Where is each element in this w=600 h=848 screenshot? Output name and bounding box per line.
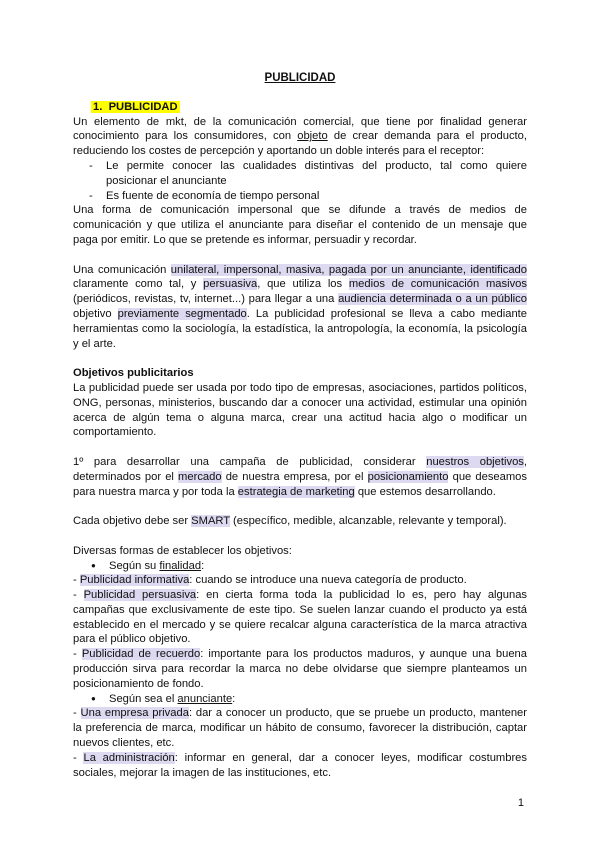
text: 1º para desarrollar una campaña de publicidad, considerar [73,455,427,468]
highlighted-text: audiencia determinada o a un público [338,293,527,306]
text: : informar en general, dar a conocer leyes, modificar costumbres sociales, mejorar la imagen de las instituciones, etc. [73,751,528,779]
section-heading-objetivos: Objetivos publicitarios [73,367,194,380]
text: : [201,559,205,572]
highlighted-text: Una empresa privada [80,707,189,720]
paragraph-formas: Diversas formas de establecer los objetivos: [73,544,292,557]
highlighted-text: estrategia de marketing [237,485,355,498]
bullet-anunciante [73,692,527,707]
paragraph-campana [73,455,527,499]
item-recuerdo [73,647,527,691]
highlighted-text: persuasiva [203,278,258,291]
text: (periódicos, revistas, tv, internet...) para llegar a una [73,293,339,306]
text: Cada objetivo debe ser [73,515,192,528]
text: (específico, medible, alcanzable, relevante y temporal). [229,515,507,528]
text: . La publicidad profesional se lleva a cabo mediante herramientas como la sociología, la estadística, la antropología, la economía, la psicología y el arte. [73,307,527,350]
document-body [73,71,527,780]
text: , que utiliza los [257,278,349,291]
dash: - [73,574,80,587]
dash-list [73,159,527,203]
text: Un elemento de mkt, de la comunicación comercial, que tiene por finalidad generar conocimiento para los consumidores, con [73,115,527,143]
dash: - [73,589,84,602]
text: : [232,692,236,705]
highlighted-text: Publicidad de recuerdo [81,648,201,661]
list-item: - Le permite conocer las cualidades distintivas del producto, tal como quiere posicionar el anunciante [73,159,527,189]
highlighted-text: SMART [191,515,230,528]
underlined-text: finalidad [159,559,202,572]
highlighted-text: nuestros objetivos [426,455,524,468]
paragraph-comunicacion [73,263,527,352]
highlighted-text: posicionamiento [367,470,449,483]
heading-text: PUBLICIDAD [108,100,178,113]
paragraph-uso: La publicidad puede ser usada por todo tipo de empresas, asociaciones, partidos políticos, ONG, personas, ministerios, buscando dar a conocer una actividad, estimular una opinión acerca de algún tema o alguna marca, crear una actitud hacia algo o modificar un comportamiento. [73,381,527,439]
highlighted-text: Publicidad persuasiva [83,589,197,602]
highlighted-text: medios de comunicación masivos [348,278,527,291]
bullet-finalidad [73,559,527,574]
text: de crear demanda para el producto, reduciendo los costes de percepción y aportando un doble interés para el receptor: [73,130,527,158]
text: claramente como tal, y [73,278,204,291]
text: que estemos desarrollando. [354,485,496,498]
highlighted-text: Publicidad informativa [79,574,190,587]
text: objetivo [73,307,118,320]
paragraph-definition [73,115,527,159]
underlined-text: anunciante [177,692,233,705]
highlighted-text: La administración [83,751,175,764]
section-heading-publicidad [91,100,527,115]
item-empresa-privada [73,706,527,750]
heading-number: 1. [93,100,103,113]
dash: - [73,751,84,764]
highlighted-text: previamente segmentado [117,307,247,320]
text: : importante para los productos maduros, y aunque una buena producción sirva para recordar la marca no debe olvidarse que siempre planteamos un posicionamiento de fondo. [73,648,527,690]
item-administracion [73,751,527,781]
paragraph-smart [73,514,527,529]
page-number: 1 [517,797,524,809]
text: que deseamos para nuestra marca y por toda la [73,470,528,498]
list-item: - Es fuente de economía de tiempo personal [73,189,527,204]
text: Según su [109,559,160,572]
text: : dar a conocer un producto, que se pruebe un producto, mantener la preferencia de marca, modificar un hábito de consumo, favorecer la distribución, captar nuevos clientes, etc. [73,707,527,750]
text: : en cierta forma toda la publicidad lo es, pero hay algunas campañas que exclusivamente de este tipo. Se suelen lanzar cuando el producto ya está establecido en el mercado y se quiere recalcar alguna característica de la marca atractiva para el público objetivo. [73,589,528,646]
highlighted-text: mercado [178,470,222,483]
paragraph-impersonal: Una forma de comunicación impersonal que se difunde a través de medios de comunicación y que utiliza el anunciante para diseñar el contenido de un mensaje que paga por emitir. Lo que se pretende es informar, persuadir y recordar. [73,204,527,246]
dash: - [73,648,82,661]
highlighted-text: unilateral, impersonal, masiva, pagada por un anunciante, identificado [170,263,527,276]
underlined-text: objeto [297,130,328,143]
heading-highlight [91,101,180,113]
text: de nuestra empresa, por el [221,470,368,483]
text: , determinados por el [73,455,527,483]
dash: - [73,707,81,720]
text: : cuando se introduce una nueva categoría de producto. [189,574,467,587]
text: Una comunicación [73,263,171,276]
item-informativa [73,573,527,588]
page-title: PUBLICIDAD [264,72,336,84]
item-persuasiva [73,588,527,647]
text: Según sea el [109,692,178,705]
